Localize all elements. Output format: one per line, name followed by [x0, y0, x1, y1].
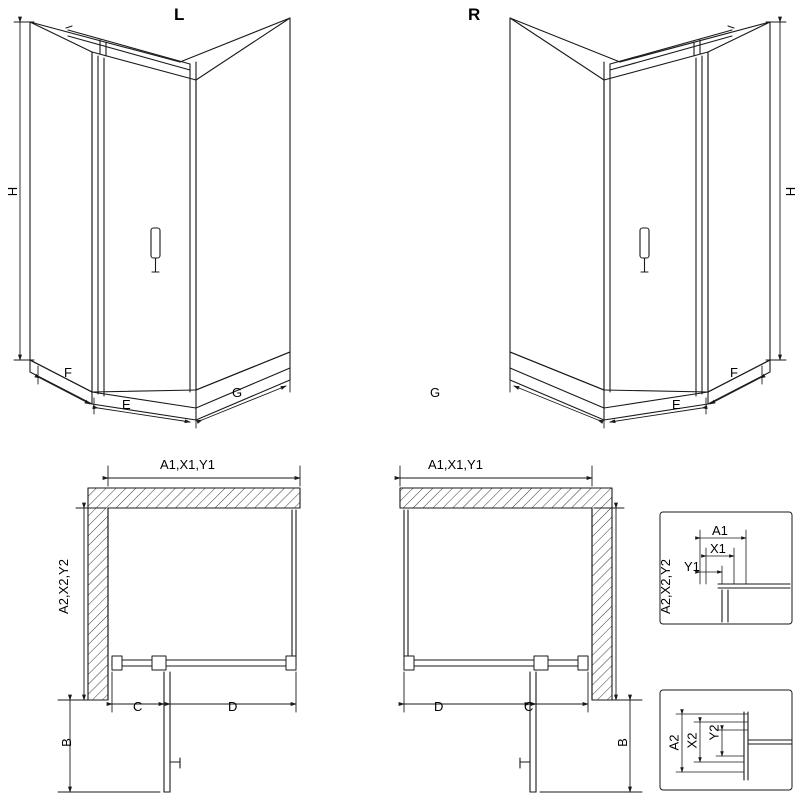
plan-left-bottom-left-label: C	[133, 699, 143, 714]
iso-view-right	[510, 18, 770, 420]
iso-view-left	[30, 18, 290, 420]
iso-right-height-label: H	[783, 186, 799, 197]
iso-left-variant-label: L	[174, 5, 185, 24]
iso-right-door-handle	[640, 228, 649, 272]
plan-right-bottom-left-label: D	[434, 699, 444, 714]
plan-left-bottom-right-label: D	[228, 699, 238, 714]
plan-right-swing-dim-label: B	[614, 738, 630, 747]
detail-bottom-a2-label: A2	[666, 734, 682, 751]
detail-top-y1-label: Y1	[684, 559, 700, 574]
detail-top-a1-label: A1	[712, 523, 728, 538]
iso-left-bottom-dims	[38, 366, 290, 428]
iso-right-variant-label: R	[468, 5, 481, 24]
iso-right-front-mid-label: E	[672, 397, 681, 412]
iso-left-side-label: G	[232, 385, 243, 400]
plan-view-right	[400, 466, 642, 792]
iso-right-front-short-label: F	[730, 365, 738, 380]
iso-left-front-short-label: F	[64, 365, 72, 380]
plan-left-swing-dim-label: B	[58, 738, 74, 747]
detail-bottom-y2-label: Y2	[706, 724, 722, 741]
detail-top-x1-label: X1	[710, 541, 726, 556]
iso-left-front-mid-label: E	[122, 397, 131, 412]
iso-right-side-label: G	[430, 385, 441, 400]
iso-left-height-label: H	[5, 186, 21, 197]
iso-right-door-frame	[604, 56, 702, 396]
plan-left-top-dim-label: A1,X1,Y1	[160, 457, 215, 472]
iso-right-bottom-dims	[510, 366, 762, 428]
iso-left-top-rail	[66, 26, 196, 86]
plan-view-left	[55, 466, 300, 792]
plan-right-side-dim-label: A2,X2,Y2	[657, 559, 673, 614]
plan-left-side-dim-label: A2,X2,Y2	[55, 559, 71, 614]
plan-right-top-dim-label: A1,X1,Y1	[428, 457, 483, 472]
iso-right-top-rail	[604, 26, 734, 86]
plan-right-bottom-right-label: C	[524, 699, 534, 714]
iso-left-door-handle	[151, 228, 160, 272]
iso-left-door-frame	[98, 56, 196, 396]
detail-bottom-x2-label: X2	[684, 732, 700, 749]
